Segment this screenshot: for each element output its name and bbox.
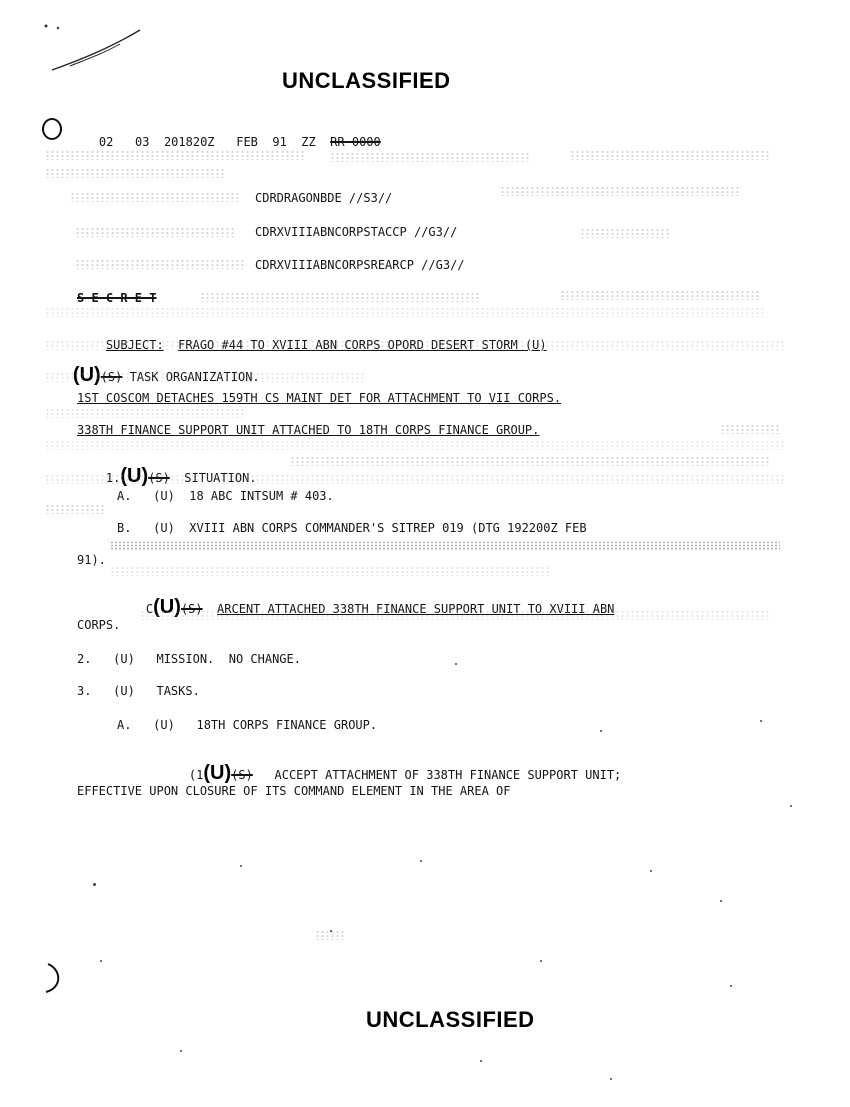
scan-noise	[45, 504, 105, 514]
dtg: 201820Z	[163, 135, 215, 149]
scan-noise	[330, 152, 530, 162]
subject-label: SUBJECT:	[105, 338, 164, 352]
tasks-line: 3. (U) TASKS.	[77, 684, 200, 698]
classification-banner-bottom: UNCLASSIFIED	[366, 1007, 535, 1032]
scan-noise	[45, 474, 785, 484]
struck-marking: (S)	[100, 370, 123, 384]
classification-struck: S E C R E T	[77, 291, 157, 305]
dust-dot	[760, 720, 762, 722]
unclass-marking: (U)	[203, 762, 232, 784]
dust-dot	[790, 805, 792, 807]
situation-b-cont: 91).	[77, 553, 106, 567]
scan-noise	[570, 150, 770, 160]
task-a-line: A. (U) 18TH CORPS FINANCE GROUP.	[117, 718, 378, 732]
addressee-line: CDRXVIIIABNCORPSTACCP //G3//	[255, 225, 458, 239]
month: FEB	[236, 135, 258, 149]
unclass-marking: (U)	[72, 364, 101, 386]
c-text: ARCENT ATTACHED 338TH FINANCE SUPPORT UNIT TO XVIII ABN	[217, 602, 615, 616]
body-line: 338TH FINANCE SUPPORT UNIT ATTACHED TO 18TH CORPS FINANCE GROUP.	[77, 423, 540, 437]
dust-dot	[610, 1078, 612, 1080]
scan-noise	[45, 340, 785, 350]
struck-marking: (S)	[180, 602, 203, 616]
precedence: ZZ	[301, 135, 316, 149]
scan-noise	[560, 290, 760, 300]
task-a1-text: ACCEPT ATTACHMENT OF 338TH FINANCE SUPPORT UNIT;	[274, 768, 622, 782]
scan-noise	[45, 307, 765, 317]
scan-noise	[500, 186, 740, 196]
task-org-text: TASK ORGANIZATION.	[129, 370, 260, 384]
classification-banner-top: UNCLASSIFIED	[282, 68, 451, 93]
section-number: 1.	[105, 471, 121, 485]
c-prefix: C	[145, 602, 154, 616]
year: 91	[272, 135, 287, 149]
scan-noise	[70, 192, 240, 202]
scan-noise	[45, 440, 785, 450]
dust-dot	[420, 860, 422, 862]
task-a1-cont: EFFECTIVE UPON CLOSURE OF ITS COMMAND ELEMENT IN THE AREA OF	[77, 784, 511, 798]
dust-dot	[455, 663, 457, 665]
situation-a: A. (U) 18 ABC INTSUM # 403.	[117, 489, 334, 503]
dust-dot	[240, 865, 242, 867]
scan-noise	[45, 168, 225, 178]
scan-noise	[140, 610, 770, 620]
scan-noise	[720, 424, 780, 434]
dust-dot	[600, 730, 602, 732]
situation-c	[117, 583, 614, 631]
punch-hole-arc	[40, 962, 70, 996]
scan-noise	[290, 456, 770, 466]
routing-struck: RR 0000	[330, 135, 381, 149]
msg-prefix: 02	[98, 135, 114, 149]
scan-noise	[45, 150, 305, 160]
dust-dot	[730, 985, 732, 987]
scan-noise	[45, 408, 245, 418]
unclass-marking: (U)	[153, 596, 181, 618]
dust-dot	[93, 883, 96, 886]
situation-label: SITUATION.	[184, 471, 257, 485]
scan-noise	[110, 566, 550, 576]
scan-noise	[45, 372, 365, 382]
scan-noise	[75, 259, 245, 269]
scan-noise	[200, 292, 480, 302]
mission-line: 2. (U) MISSION. NO CHANGE.	[77, 652, 301, 666]
unclass-marking: (U)	[120, 465, 149, 487]
dust-dot	[180, 1050, 182, 1052]
body-line: 1ST COSCOM DETACHES 159TH CS MAINT DET FOR ATTACHMENT TO VII CORPS.	[77, 391, 562, 405]
addressee-line: CDRDRAGONBDE //S3//	[255, 191, 393, 205]
subject-text: FRAGO #44 TO XVIII ABN CORPS OPORD DESERT STORM (U)	[178, 338, 547, 352]
scan-noise	[580, 228, 670, 238]
msg-num: 03	[135, 135, 150, 149]
struck-marking: (S)	[148, 471, 170, 485]
situation-c-cont: CORPS.	[77, 618, 121, 632]
scan-noise	[110, 541, 780, 551]
dust-dot	[100, 960, 102, 962]
addressee-line: CDRXVIIIABNCORPSREARCP //G3//	[255, 258, 465, 272]
dust-dot	[540, 960, 542, 962]
punch-hole-mark	[42, 118, 62, 140]
scan-noise	[75, 227, 235, 237]
dust-dot	[720, 900, 722, 902]
dust-dot	[480, 1060, 482, 1062]
situation-b: B. (U) XVIII ABN CORPS COMMANDER'S SITREP 019 (DTG 192200Z FEB	[117, 521, 587, 535]
struck-marking: (S)	[231, 768, 253, 782]
pen-mark	[40, 22, 160, 82]
dust-dot	[650, 870, 652, 872]
scan-noise	[315, 930, 345, 940]
task-a1-prefix: (1	[188, 768, 204, 782]
